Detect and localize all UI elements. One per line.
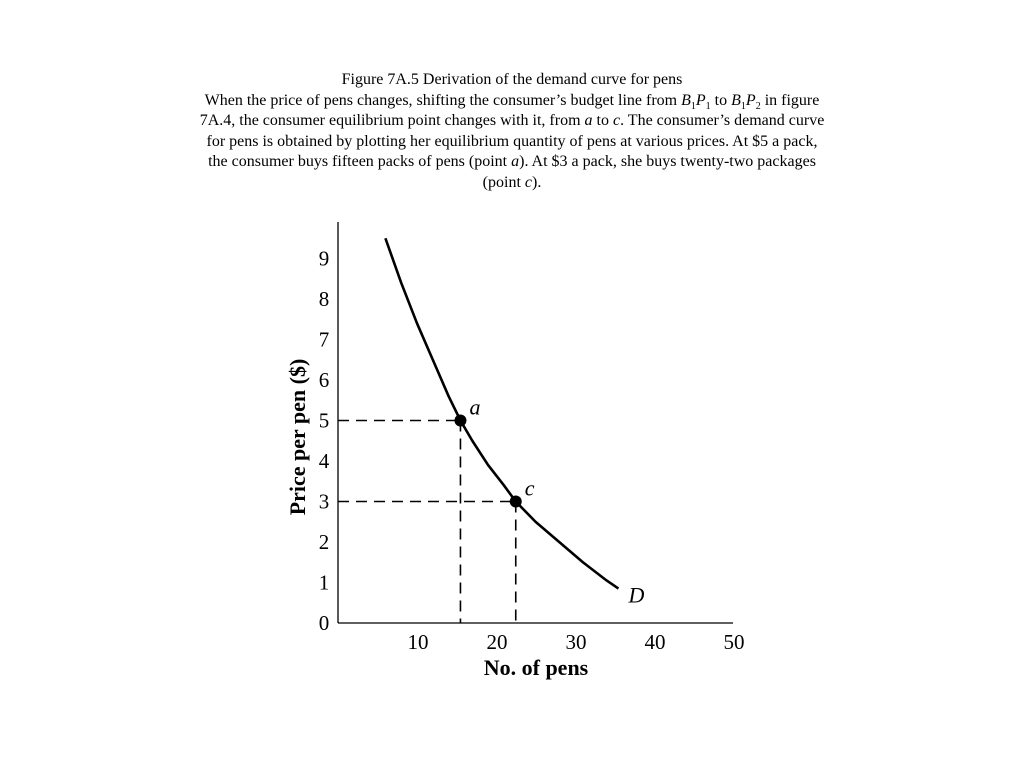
caption-var: P xyxy=(695,91,706,109)
caption-text: When the price of pens changes, shifting the consumer’s budget line from xyxy=(204,91,682,109)
y-tick-label: 9 xyxy=(318,246,330,271)
caption-var: a xyxy=(584,112,593,129)
y-tick-label: 0 xyxy=(318,611,330,635)
caption-sub: 1 xyxy=(740,100,746,112)
x-tick-label: 20 xyxy=(486,630,508,654)
point-label: c xyxy=(524,475,535,501)
y-tick-label: 1 xyxy=(318,570,330,595)
point-label: a xyxy=(469,394,481,420)
caption-var: c xyxy=(524,173,532,191)
y-tick-label: 8 xyxy=(318,287,330,311)
caption-sub: 1 xyxy=(690,100,696,112)
y-tick-label: 5 xyxy=(318,408,330,433)
caption-var: B xyxy=(681,91,691,109)
caption-text: . The consumer’s demand curve for pens is obtained by plotting her equilibrium quantity of pens at various prices. At $5 a pack, the consumer buys fifteen packs of pens (point xyxy=(206,112,825,170)
equilibrium-point xyxy=(510,496,522,508)
caption-var: c xyxy=(612,112,621,129)
series-label: D xyxy=(628,582,645,608)
x-tick-label: 10 xyxy=(407,630,429,654)
caption-text: to xyxy=(592,112,613,129)
caption-text: in figure 7A.4, the consumer equilibrium point changes with it, from xyxy=(199,91,820,129)
caption-sub: 2 xyxy=(755,100,761,112)
caption-var: a xyxy=(511,153,520,170)
x-tick-label: 50 xyxy=(723,630,745,654)
caption-text: ). xyxy=(532,173,542,191)
figure-title: Figure 7A.5 Derivation of the demand curve for pens xyxy=(341,71,683,88)
demand-curve xyxy=(385,238,618,588)
x-tick-label: 40 xyxy=(644,630,666,654)
equilibrium-point xyxy=(454,415,466,427)
caption-var: P xyxy=(745,91,756,109)
y-tick-label: 6 xyxy=(318,368,330,392)
caption-text: ). At $3 a pack, she buys twenty-two packages (point xyxy=(482,153,816,191)
x-tick-label: 30 xyxy=(565,630,587,654)
y-tick-label: 3 xyxy=(318,489,330,514)
y-tick-label: 4 xyxy=(318,449,330,473)
caption-text: to xyxy=(710,91,732,109)
x-axis-title: No. of pens xyxy=(483,655,589,680)
y-tick-label: 7 xyxy=(318,327,330,352)
y-axis-title: Price per pen ($) xyxy=(285,358,310,516)
caption-var: B xyxy=(731,91,741,109)
caption-sub: 1 xyxy=(705,100,711,112)
y-tick-label: 2 xyxy=(318,530,330,554)
